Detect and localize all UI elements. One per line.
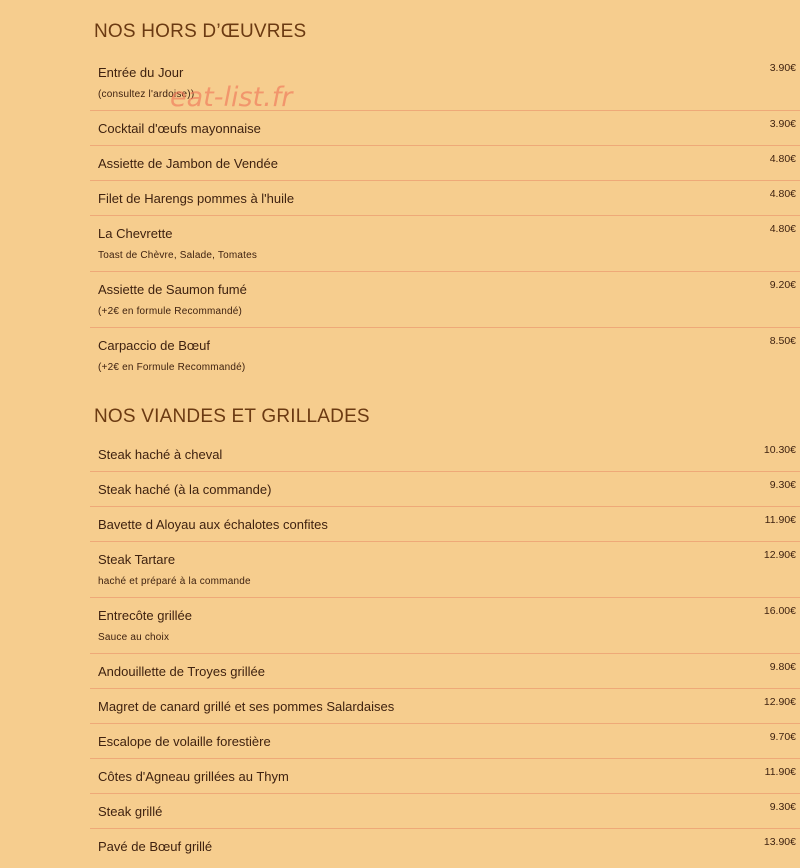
menu-item [90, 829, 800, 864]
item-price: 16.00€ [763, 605, 796, 617]
item-price: 9.80€ [769, 661, 796, 673]
item-name: Steak Tartare [98, 552, 176, 567]
menu-item [90, 146, 800, 181]
item-price: 9.20€ [769, 279, 796, 291]
menu-item [90, 654, 800, 689]
menu-item [90, 472, 800, 507]
item-description: (+2€ en Formule Recommandé) [98, 362, 246, 373]
item-name: Steak haché (à la commande) [98, 482, 272, 497]
item-price: 3.90€ [769, 62, 796, 74]
item-name: Bavette d Aloyau aux échalotes confites [98, 517, 328, 532]
menu-item [90, 794, 800, 829]
section-title-viandes-grillades: NOS VIANDES ET GRILLADES [94, 406, 370, 427]
menu-item [90, 181, 800, 216]
menu-item [90, 111, 800, 146]
item-name: Entrée du Jour [98, 65, 184, 80]
item-price: 9.30€ [769, 479, 796, 491]
item-description: Sauce au choix [98, 632, 170, 643]
menu-item [90, 272, 800, 328]
item-price: 4.80€ [769, 188, 796, 200]
item-name: Steak haché à cheval [98, 447, 223, 462]
item-description: Toast de Chèvre, Salade, Tomates [98, 250, 258, 261]
item-name: Entrecôte grillée [98, 608, 192, 623]
item-price: 8.50€ [769, 335, 796, 347]
watermark: eat-list.fr [170, 82, 293, 113]
item-name: Filet de Harengs pommes à l'huile [98, 191, 295, 206]
menu-item [90, 216, 800, 272]
item-price: 4.80€ [769, 223, 796, 235]
item-name: Magret de canard grillé et ses pommes Salardaises [98, 699, 395, 714]
menu-item [90, 724, 800, 759]
section-title-hors-doeuvres: NOS HORS D’ŒUVRES [94, 21, 307, 42]
item-price: 12.90€ [763, 696, 796, 708]
item-price: 4.80€ [769, 153, 796, 165]
item-price: 10.30€ [763, 444, 796, 456]
menu-list-viandes-grillades [90, 437, 800, 864]
item-name: Côtes d'Agneau grillées au Thym [98, 769, 289, 784]
menu-item [90, 542, 800, 598]
item-price: 9.30€ [769, 801, 796, 813]
item-price: 9.70€ [769, 731, 796, 743]
item-description: haché et préparé à la commande [98, 576, 251, 587]
item-name: Steak grillé [98, 804, 163, 819]
menu-item [90, 598, 800, 654]
item-price: 11.90€ [764, 514, 796, 526]
item-name: Assiette de Jambon de Vendée [98, 156, 278, 171]
item-price: 13.90€ [763, 836, 796, 848]
item-name: Escalope de volaille forestière [98, 734, 271, 749]
item-price: 11.90€ [764, 766, 796, 778]
item-description: (+2€ en formule Recommandé) [98, 306, 243, 317]
menu-item [90, 328, 800, 384]
item-name: Carpaccio de Bœuf [98, 338, 210, 353]
item-name: Pavé de Bœuf grillé [98, 839, 213, 854]
item-price: 12.90€ [763, 549, 796, 561]
item-price: 3.90€ [769, 118, 796, 130]
menu-item [90, 689, 800, 724]
menu-item [90, 507, 800, 542]
item-name: La Chevrette [98, 226, 173, 241]
menu-item [90, 759, 800, 794]
menu-item [90, 437, 800, 472]
item-name: Assiette de Saumon fumé [98, 282, 247, 297]
item-name: Cocktail d'œufs mayonnaise [98, 121, 261, 136]
item-description: (consultez l'ardoise)) [98, 89, 195, 100]
item-name: Andouillette de Troyes grillée [98, 664, 265, 679]
